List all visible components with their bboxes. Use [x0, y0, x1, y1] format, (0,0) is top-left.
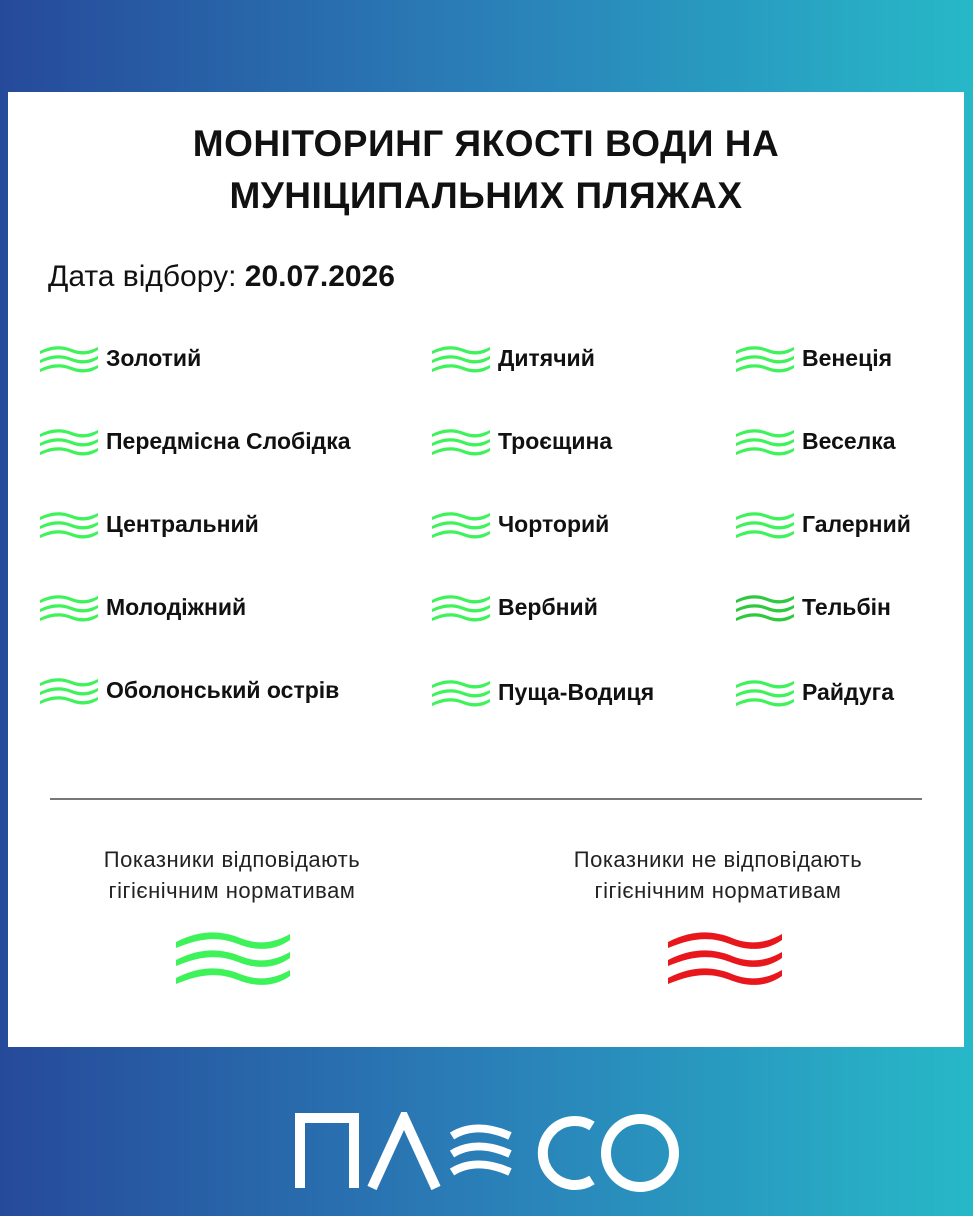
beach-item: [732, 589, 891, 625]
water-ok-icon: [732, 343, 796, 373]
beach-item: [428, 589, 598, 625]
water-ok-icon: [36, 343, 100, 373]
legend-bad-text: [508, 844, 928, 906]
beach-item: [732, 506, 911, 542]
beach-item: [428, 506, 609, 542]
info-card: [8, 92, 964, 1047]
beach-name: Веселка: [802, 427, 896, 454]
beach-name: Чорторий: [498, 510, 610, 537]
beach-name: Вербний: [498, 593, 598, 620]
beach-name: Райдуга: [802, 678, 895, 705]
water-ok-icon: [428, 509, 492, 539]
legend-bad-line-2: гігієнічним нормативам: [594, 878, 842, 903]
beach-item: [428, 423, 612, 459]
beach-item: [732, 674, 894, 710]
beach-item: [732, 423, 896, 459]
beach-name: Пуща-Водиця: [498, 678, 655, 705]
water-ok-icon: [732, 677, 796, 707]
beach-item: [428, 340, 595, 376]
beach-name: Центральний: [106, 510, 259, 537]
legend-ok-line-1: Показники відповідають: [103, 847, 361, 872]
date-label: Дата відбору:: [48, 260, 237, 293]
water-ok-icon: [36, 592, 100, 622]
water-ok-icon: [732, 426, 796, 456]
beach-name: Троєщина: [498, 427, 613, 454]
beach-item: [36, 423, 351, 459]
legend-ok-line-2: гігієнічним нормативам: [108, 878, 356, 903]
water-ok-legend-icon: [170, 928, 294, 988]
beach-item: [732, 340, 892, 376]
page-title: [8, 118, 964, 222]
beach-name: Оболонський острів: [106, 676, 340, 703]
water-bad-legend-icon: [662, 928, 786, 988]
beach-item: [428, 674, 654, 710]
beach-name: Молодіжний: [106, 593, 247, 620]
beach-name: Передмісна Слобідка: [106, 427, 351, 454]
beach-item: [36, 506, 259, 542]
beach-item: [36, 340, 201, 376]
water-ok-icon: [36, 426, 100, 456]
sampling-date: [48, 260, 395, 294]
water-ok-icon: [428, 677, 492, 707]
beach-name: Тельбін: [802, 593, 891, 620]
water-ok-icon: [732, 592, 796, 622]
water-ok-icon: [428, 592, 492, 622]
pleso-logo-mark: [292, 1112, 682, 1192]
divider: [50, 798, 922, 800]
beach-name: Золотий: [106, 344, 202, 371]
title-line-1: МОНІТОРИНГ ЯКОСТІ ВОДИ НА: [192, 123, 780, 164]
water-ok-icon: [36, 675, 100, 705]
title-line-2: МУНІЦИПАЛЬНИХ ПЛЯЖАХ: [229, 175, 743, 216]
pleso-logo: [0, 1112, 973, 1197]
water-ok-icon: [428, 426, 492, 456]
beach-item: [36, 589, 246, 625]
water-ok-icon: [428, 343, 492, 373]
legend-ok-text: [22, 844, 442, 906]
beach-item: [36, 672, 339, 708]
water-ok-icon: [732, 509, 796, 539]
beach-name: Венеція: [802, 344, 893, 371]
beach-name: Дитячий: [498, 344, 595, 371]
beach-name: Галерний: [802, 510, 911, 537]
water-ok-icon: [36, 509, 100, 539]
legend-bad-line-1: Показники не відповідають: [573, 847, 863, 872]
date-value: 20.07.2026: [244, 260, 395, 293]
